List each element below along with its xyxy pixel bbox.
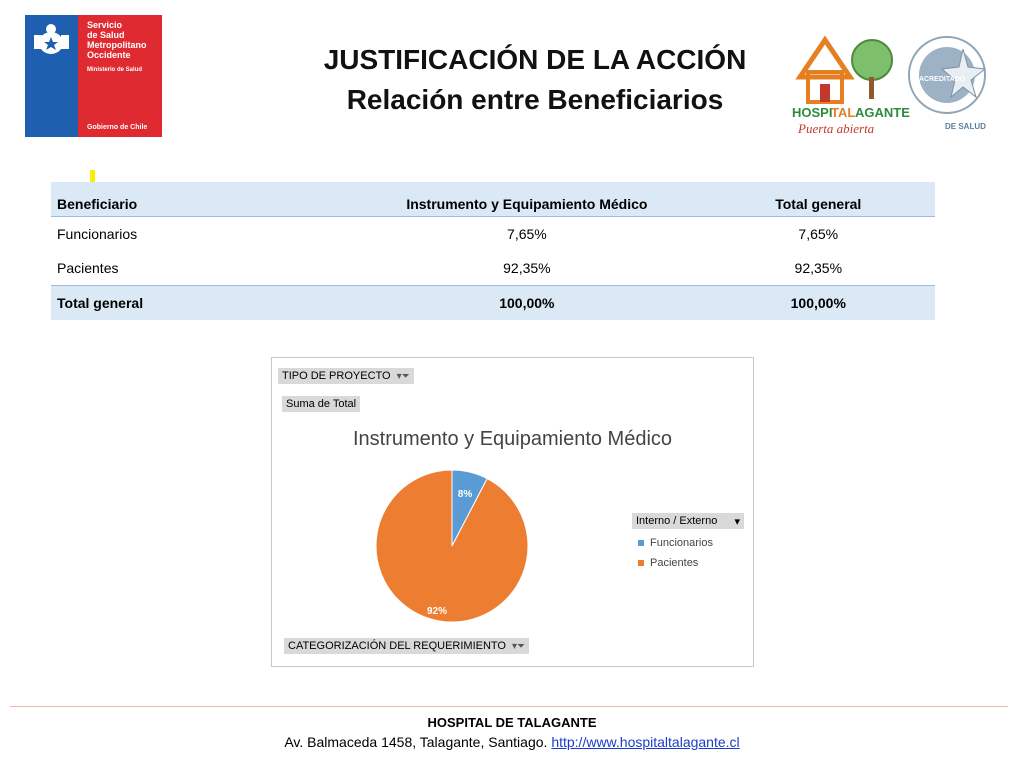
legend-item [632,537,744,549]
beneficiaries-table [51,182,935,320]
service-line: Occidente [87,50,131,60]
value-field-button[interactable] [282,396,360,412]
dropdown-arrow-icon: ▾ [734,516,740,528]
filter-icon: ▾⏷ [512,641,526,652]
footer-divider [10,706,1008,707]
service-line: de Salud [87,30,125,40]
hospital-name-part2: TAL [831,105,856,120]
accreditation-label: ACREDITADO [919,76,966,83]
filter-tipo-proyecto[interactable] [278,368,414,384]
footer-hospital-name: HOSPITAL DE TALAGANTE [427,715,597,730]
legend-label: Funcionarios [650,537,713,549]
table-cell: 92,35% [503,260,551,276]
table-row [51,217,935,252]
table-cell: 7,65% [507,226,547,242]
coat-of-arms-icon [30,21,73,59]
hospital-tagline: Puerta abierta [798,121,875,136]
pie-slice-pacientes [376,470,528,622]
pivot-chart [271,357,754,667]
government-label: Gobierno de Chile [87,124,148,131]
service-line: Servicio [87,20,123,30]
pie-data-label: 8% [457,488,473,500]
total-value: 100,00% [352,286,701,321]
gobierno-logo [25,15,162,137]
legend-label: Pacientes [650,557,699,569]
accreditation-seal-icon [905,35,993,135]
pie-data-label: 92% [426,606,448,617]
table-cell: Pacientes [57,260,119,276]
chart-title: Instrumento y Equipamiento Médico [352,428,673,450]
row-field-categorizacion[interactable] [284,638,529,654]
hospital-name-part3: AGANTE [855,105,910,120]
table-cell: 92,35% [794,260,843,276]
legend-field-label: Interno / Externo [636,515,718,527]
service-name [87,20,147,60]
service-line: Metropolitano [87,40,147,50]
table-row [51,251,935,286]
footer-link[interactable]: http://www.hospitaltalagante.cl [551,734,740,750]
total-value: 100,00% [702,286,935,321]
legend-swatch [638,540,644,546]
filter-icon: ▾⏷ [396,371,410,382]
header-total: Total general [702,182,935,217]
table-cell: 7,65% [798,226,839,242]
table-total-row [51,286,935,321]
highlight-marker [90,170,95,182]
legend-item [632,557,744,569]
value-field-label: Suma de Total [286,398,357,410]
header-instrumento: Instrumento y Equipamiento Médico [352,182,701,217]
table-header-row [51,182,935,217]
accreditation-footer: DE SALUD [945,122,986,131]
footer-address: Av. Balmaceda 1458, Talagante, Santiago. [284,734,548,750]
hospital-talagante-logo [790,32,910,138]
filter-label: TIPO DE PROYECTO [282,370,391,382]
page-title: JUSTIFICACIÓN DE LA ACCIÓN [323,44,747,75]
legend-field-button[interactable] [632,513,744,529]
row-field-label: CATEGORIZACIÓN DEL REQUERIMIENTO [288,640,506,652]
ministry-label: Ministerio de Salud [87,67,143,73]
hospital-name-part1: HOSPI [792,105,833,120]
total-label: Total general [51,286,352,321]
legend-swatch [638,560,644,566]
page-subtitle: Relación entre Beneficiarios [346,84,724,115]
legend [632,513,744,583]
footer-address-line [0,734,1024,750]
table-cell: Funcionarios [57,226,138,242]
header-beneficiario: Beneficiario [51,182,352,217]
